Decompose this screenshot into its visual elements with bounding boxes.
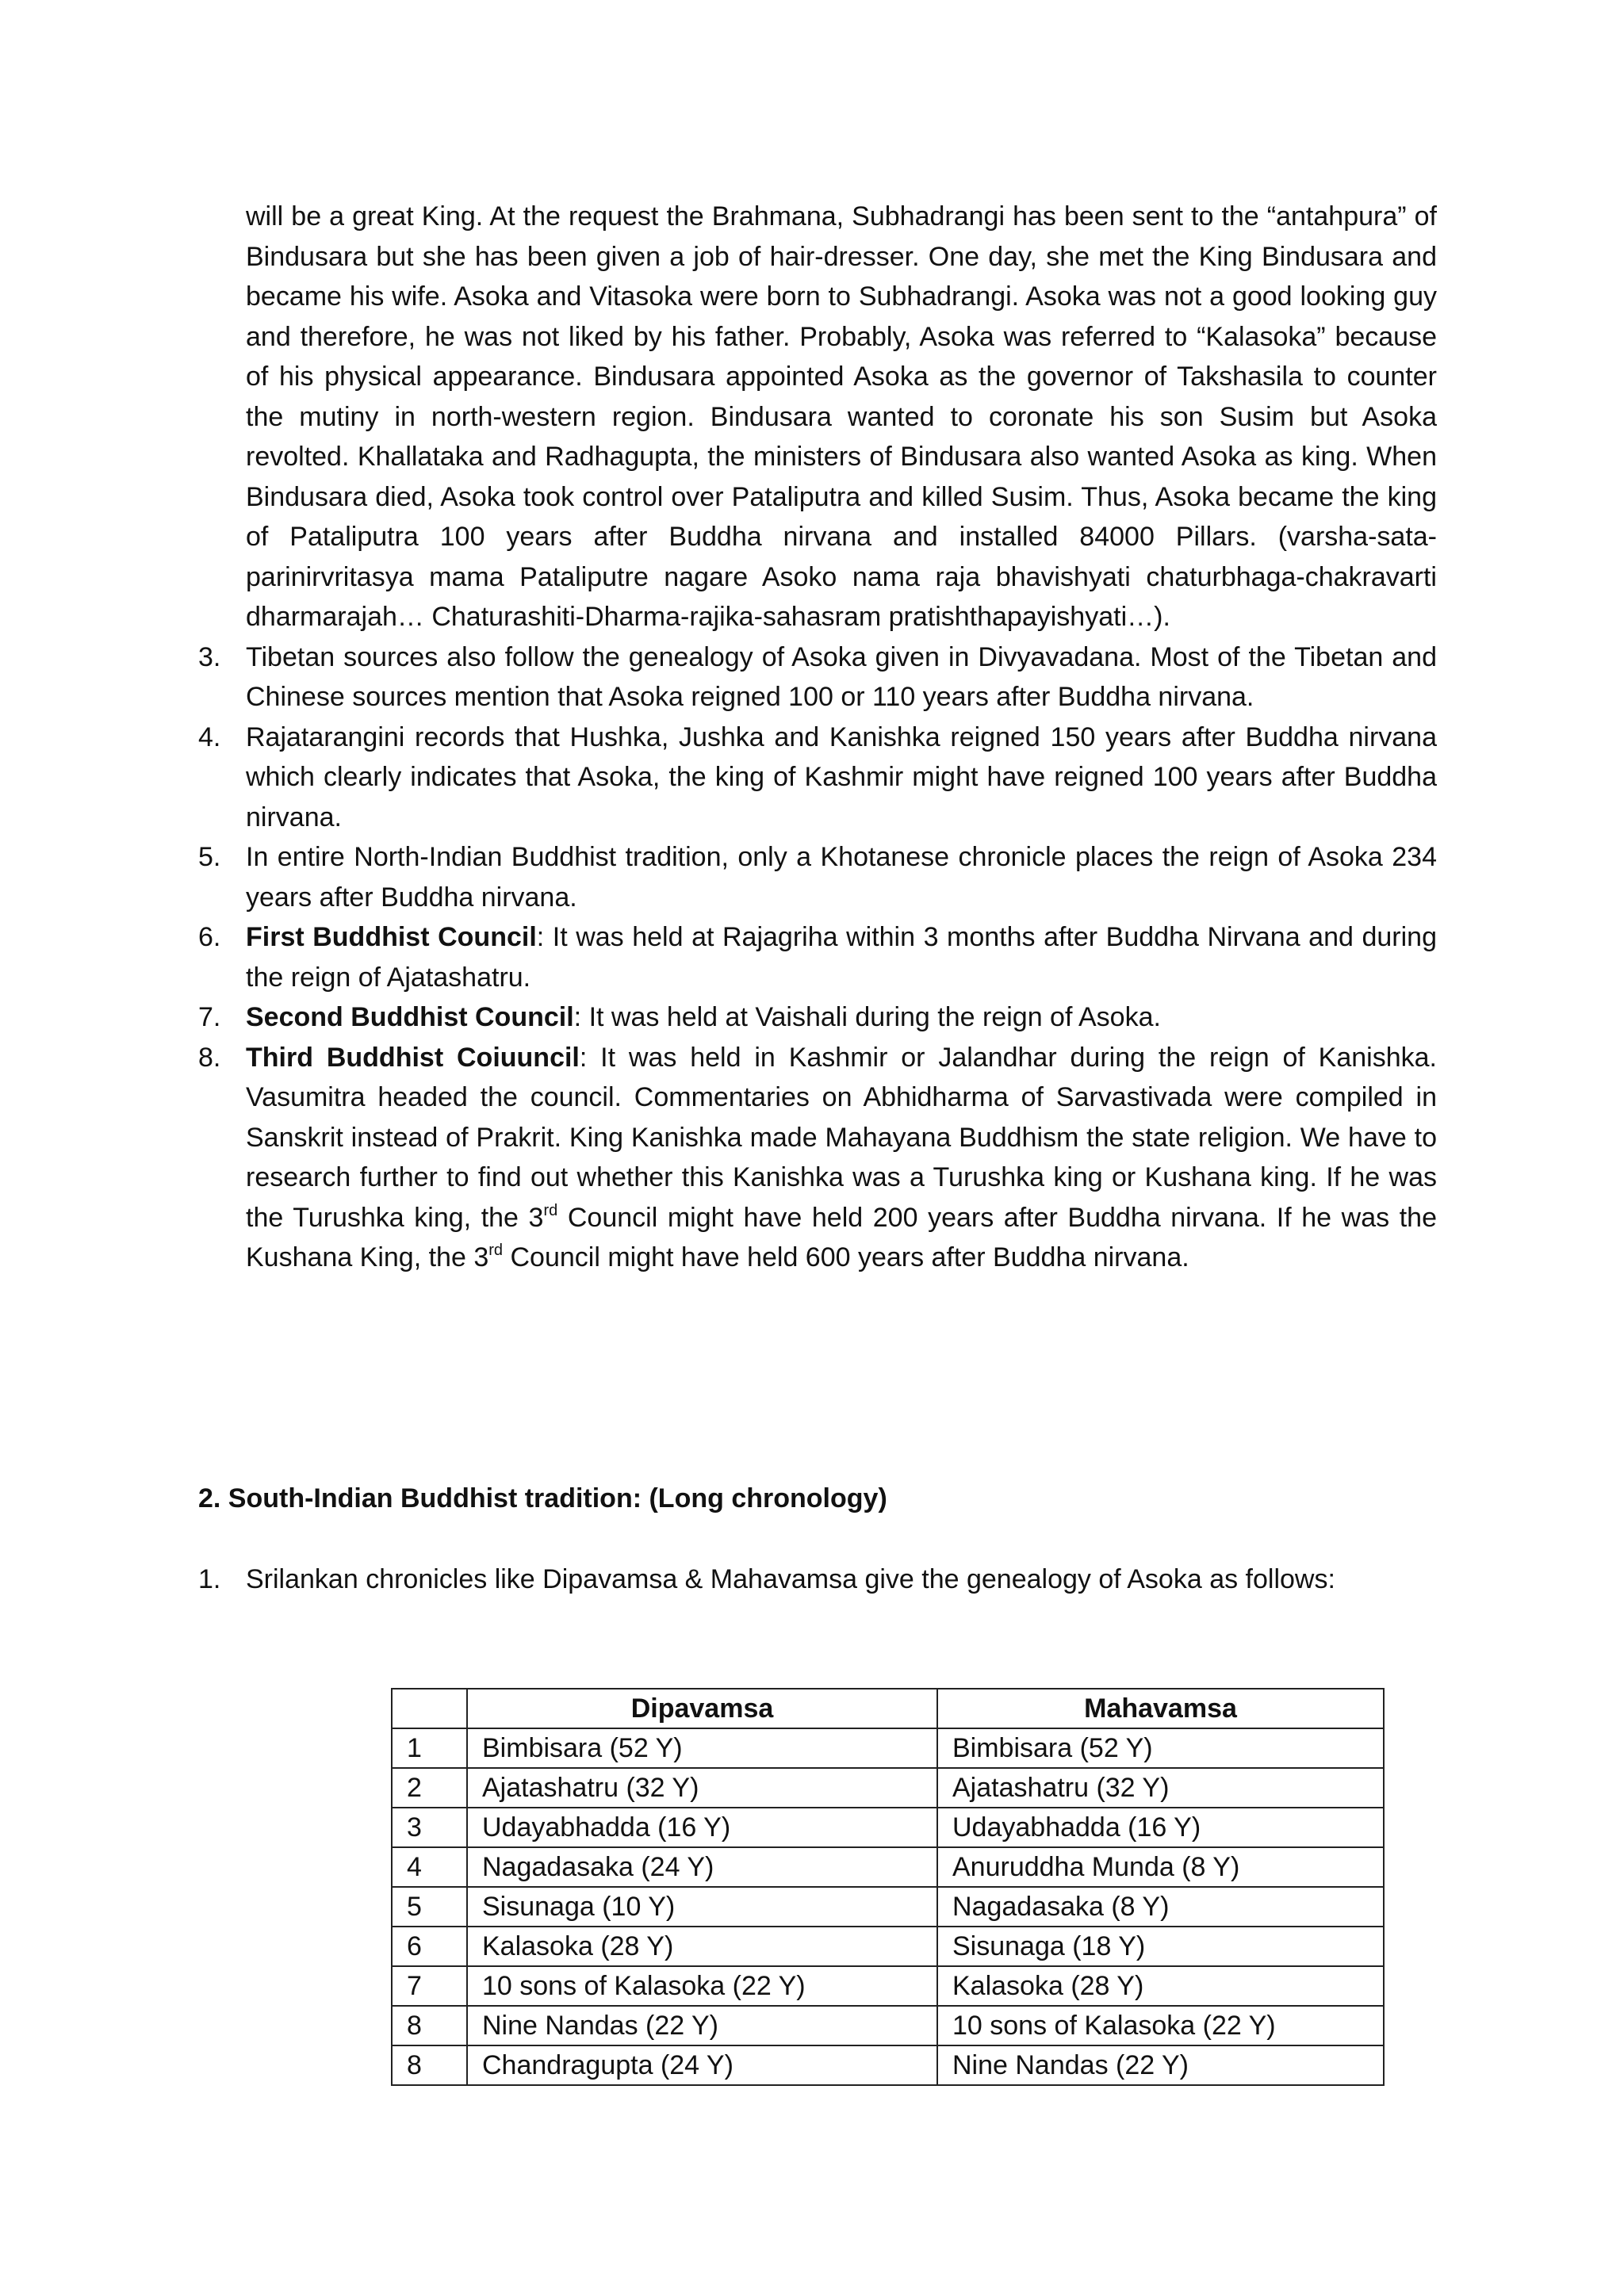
dipavamsa-cell: Nagadasaka (24 Y)	[467, 1847, 937, 1887]
row-number-cell: 4	[392, 1847, 467, 1887]
mahavamsa-cell: Nagadasaka (8 Y)	[937, 1887, 1384, 1927]
list-number: 6.	[198, 922, 221, 952]
dipavamsa-cell: Udayabhadda (16 Y)	[467, 1808, 937, 1847]
dipavamsa-cell: Kalasoka (28 Y)	[467, 1927, 937, 1966]
dipavamsa-cell: Ajatashatru (32 Y)	[467, 1768, 937, 1808]
list-item-second-council	[198, 997, 1437, 1038]
list-item-text: Srilankan chronicles like Dipavamsa & Mahavamsa give the genealogy of Asoka as follows:	[246, 1564, 1335, 1594]
list-item	[198, 718, 1437, 838]
mahavamsa-cell: Ajatashatru (32 Y)	[937, 1768, 1384, 1808]
intro-paragraph: will be a great King. At the request the Brahmana, Subhadrangi has been sent to the “antahpura” of Bindusara but she has been given a job of hair-dresser. One day, she met the King Bindusara and became his wife. Asoka and Vitasoka were born to Subhadrangi. Asoka was not a good looking guy and therefore, he was not liked by his father. Probably, Asoka was referred to “Kalasoka” because of his physical appearance. Bindusara appointed Asoka as the governor of Takshasila to counter the mutiny in north-western region. Bindusara wanted to coronate his son Susim but Asoka revolted. Khallataka and Radhagupta, the ministers of Bindusara also wanted Asoka as king. When Bindusara died, Asoka took control over Pataliputra and killed Susim. Thus, Asoka became the king of Pataliputra 100 years after Buddha nirvana and installed 84000 Pillars. (varsha-sata-parinirvritasya mama Pataliputre nagare Asoko nama raja bhavishyati chaturbhaga-chakravarti dharmarajah… Chaturashiti-Dharma-rajika-sahasram pratishthapayishyati…).	[246, 201, 1437, 632]
row-number-cell: 8	[392, 2045, 467, 2085]
row-number-cell: 5	[392, 1887, 467, 1927]
section-heading: 2. South-Indian Buddhist tradition: (Long chronology)	[198, 1483, 887, 1513]
mahavamsa-cell: Anuruddha Munda (8 Y)	[937, 1847, 1384, 1887]
list-number: 7.	[198, 1002, 221, 1032]
table-row	[392, 1887, 1384, 1927]
mahavamsa-cell: Udayabhadda (16 Y)	[937, 1808, 1384, 1847]
table-row	[392, 2006, 1384, 2045]
second-council-title: Second Buddhist Council	[246, 1002, 574, 1032]
third-council-text: : It was held in Kashmir or Jalandhar during the reign of Kanishka. Vasumitra headed the council. Commentaries on Abhidharma of Sarvastivada were compiled in Sanskrit instead of Prakrit. King Kanishka made Mahayana Buddhism the state religion. We have to research further to find out whether this Kanishka was a Turushka king or Kushana king. If he was the Turushka king, the 3	[246, 1042, 1437, 1233]
ordinal-suffix: rd	[543, 1201, 558, 1219]
column-header-dipavamsa: Dipavamsa	[467, 1689, 937, 1728]
dipavamsa-cell: Sisunaga (10 Y)	[467, 1887, 937, 1927]
list-number: 1.	[198, 1564, 221, 1594]
table-row	[392, 1966, 1384, 2006]
body-text	[198, 197, 1437, 1278]
mahavamsa-cell: Bimbisara (52 Y)	[937, 1728, 1384, 1768]
list-number: 8.	[198, 1042, 221, 1073]
mahavamsa-cell: Sisunaga (18 Y)	[937, 1927, 1384, 1966]
mahavamsa-cell: Nine Nandas (22 Y)	[937, 2045, 1384, 2085]
ordinal-suffix: rd	[488, 1242, 504, 1259]
table-row	[392, 1847, 1384, 1887]
dipavamsa-cell: 10 sons of Kalasoka (22 Y)	[467, 1966, 937, 2006]
list-item-text: Rajatarangini records that Hushka, Jushka and Kanishka reigned 150 years after Buddha nirvana which clearly indicates that Asoka, the king of Kashmir might have reigned 100 years after Buddha nirvana.	[246, 721, 1437, 832]
first-council-title: First Buddhist Council	[246, 922, 537, 952]
list-number: 4.	[198, 721, 221, 752]
list-item	[198, 1559, 1437, 1600]
first-council-text: : It was held at Rajagriha within 3 months after Buddha Nirvana and during the reign of Ajatashatru.	[246, 922, 1437, 993]
row-number-cell: 3	[392, 1808, 467, 1847]
table-body	[392, 1728, 1384, 2085]
row-number-cell: 6	[392, 1927, 467, 1966]
north-indian-list	[198, 637, 1437, 1278]
table-row	[392, 1768, 1384, 1808]
row-number-cell: 2	[392, 1768, 467, 1808]
row-number-cell: 8	[392, 2006, 467, 2045]
dipavamsa-cell: Chandragupta (24 Y)	[467, 2045, 937, 2085]
third-council-text: Council might have held 200 years after Buddha nirvana. If he was the Kushana King, the 3	[246, 1202, 1437, 1272]
list-item-text: Tibetan sources also follow the genealogy of Asoka given in Divyavadana. Most of the Tibetan and Chinese sources mention that Asoka reigned 100 or 110 years after Buddha nirvana.	[246, 641, 1437, 712]
list-item	[198, 837, 1437, 917]
third-council-text: Council might have held 600 years after Buddha nirvana.	[503, 1242, 1189, 1272]
row-number-cell: 1	[392, 1728, 467, 1768]
south-indian-list	[198, 1559, 1437, 1600]
dipavamsa-cell: Nine Nandas (22 Y)	[467, 2006, 937, 2045]
list-item-first-council	[198, 917, 1437, 997]
column-header-mahavamsa: Mahavamsa	[937, 1689, 1384, 1728]
mahavamsa-cell: Kalasoka (28 Y)	[937, 1966, 1384, 2006]
list-number: 5.	[198, 842, 221, 872]
table-header-row	[392, 1689, 1384, 1728]
dipavamsa-cell: Bimbisara (52 Y)	[467, 1728, 937, 1768]
row-number-cell: 7	[392, 1966, 467, 2006]
table-row	[392, 2045, 1384, 2085]
list-item	[198, 637, 1437, 718]
genealogy-table	[391, 1688, 1385, 2086]
second-council-text: : It was held at Vaishali during the reign of Asoka.	[573, 1002, 1161, 1032]
third-council-title: Third Buddhist Coiuuncil	[246, 1042, 580, 1073]
list-item-third-council	[198, 1038, 1437, 1278]
list-number: 3.	[198, 641, 221, 672]
table-row	[392, 1808, 1384, 1847]
table-row	[392, 1927, 1384, 1966]
list-item-text: In entire North-Indian Buddhist tradition, only a Khotanese chronicle places the reign of Asoka 234 years after Buddha nirvana.	[246, 842, 1437, 913]
mahavamsa-cell: 10 sons of Kalasoka (22 Y)	[937, 2006, 1384, 2045]
table-row	[392, 1728, 1384, 1768]
column-header	[392, 1689, 467, 1728]
